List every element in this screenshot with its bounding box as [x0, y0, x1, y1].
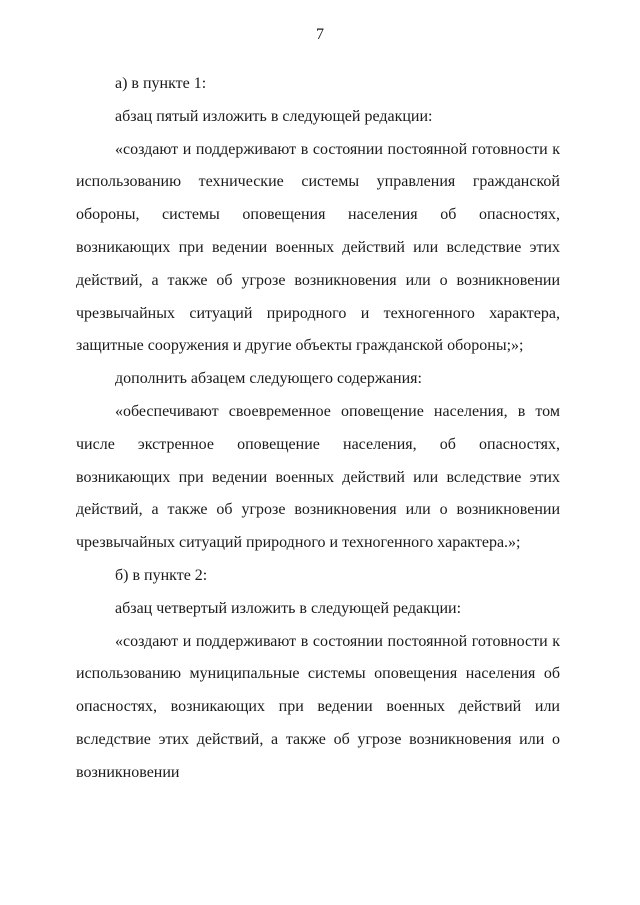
paragraph-item-b: б) в пункте 2: [115, 566, 208, 584]
paragraph-item-a: а) в пункте 1: [115, 75, 207, 92]
paragraph-edit-instruction-1: абзац пятый изложить в следующей редакции: [115, 107, 433, 125]
paragraph-quoted-text-3: «создают и поддерживают в состоянии постоянной готовности к использованию муниципальные системы оповещения населения об опасностях, возникающих при ведении военных действий или вследствие этих действий, а также об угрозе возникновения или о возникновении [76, 632, 560, 781]
paragraph-add-instruction: дополнить абзацем следующего содержания: [115, 370, 422, 388]
paragraph-quoted-text-1: «создают и поддерживают в состоянии постоянной готовности к использованию технические системы управления гражданской обороны, системы оповещения населения об опасностях, возникающих при ведении военных действий или вследствие этих действий, а также об угрозе возникновения или о возникновении чрезвычайных ситуаций природного и техногенного характера, защитные сооружения и другие объекты гражданской обороны;»; [76, 140, 560, 355]
paragraph-quoted-text-2: «обеспечивают своевременное оповещение населения, в том числе экстренное оповещение населения, об опасностях, возникающих при ведении военных действий или вследствие этих действий, а также об угрозе возникновения или о возникновении чрезвычайных ситуаций природного и техногенного характера.»; [76, 402, 560, 552]
document-body [76, 68, 560, 790]
paragraph-edit-instruction-2: абзац четвертый изложить в следующей редакции: [115, 599, 462, 617]
page-number: 7 [316, 26, 324, 43]
